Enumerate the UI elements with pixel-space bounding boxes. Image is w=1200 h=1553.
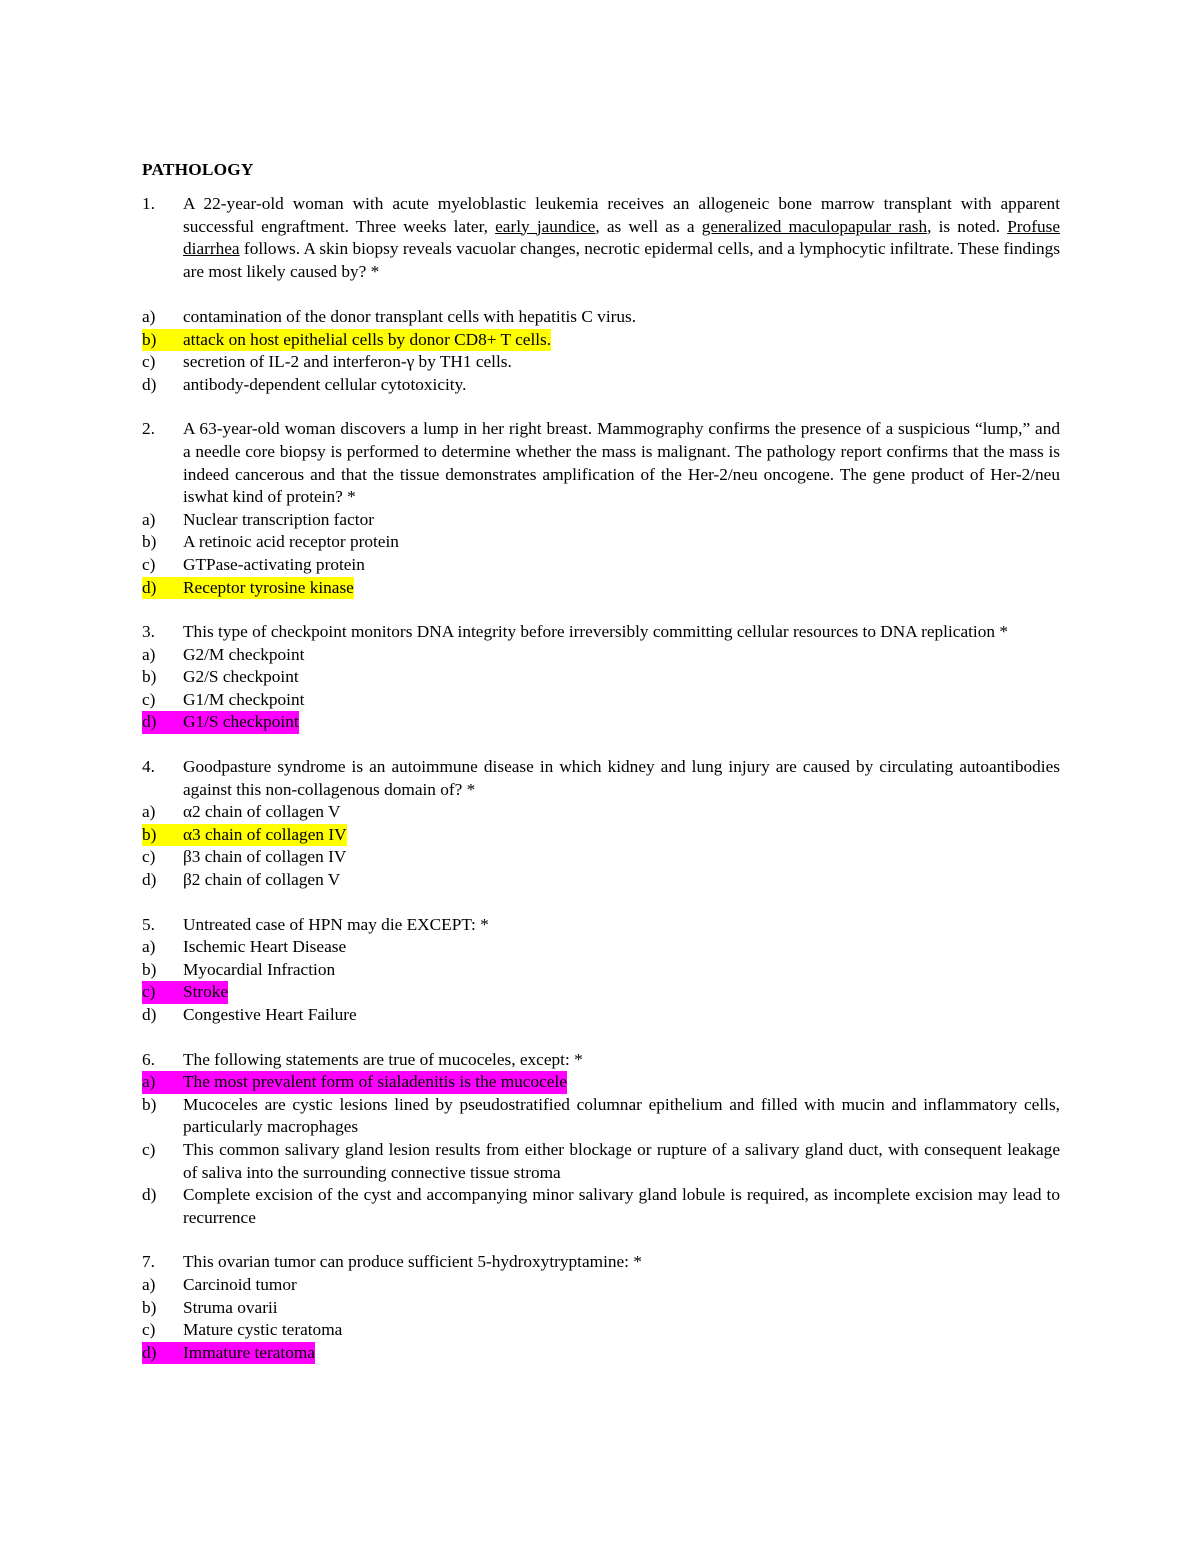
option-letter: a) — [142, 509, 156, 529]
page-title: PATHOLOGY — [142, 160, 254, 179]
option-text: Receptor tyrosine kinase — [183, 577, 354, 597]
answer-option — [142, 1184, 1060, 1229]
question-block — [142, 914, 1060, 1027]
option-text: GTPase-activating protein — [183, 554, 365, 574]
option-text: A retinoic acid receptor protein — [183, 532, 399, 552]
option-letter: c) — [142, 554, 156, 574]
option-text: β3 chain of collagen IV — [183, 847, 347, 867]
option-letter: c) — [142, 352, 156, 372]
option-text: antibody-dependent cellular cytotoxicity. — [183, 374, 467, 394]
question-block — [142, 1251, 1060, 1364]
question-text — [183, 914, 1060, 937]
option-letter: b) — [142, 1297, 157, 1317]
option-text: Complete excision of the cyst and accompanying minor salivary gland lobule is required, as incomplete excision may lead to recurrence — [183, 1185, 1060, 1227]
answer-option — [142, 869, 1060, 892]
answer-option — [142, 1094, 1060, 1139]
option-text: Immature teratoma — [183, 1342, 315, 1362]
option-letter: a) — [142, 1072, 156, 1092]
option-text: contamination of the donor transplant cells with hepatitis C virus. — [183, 306, 637, 326]
question-text-segment: Goodpasture syndrome is an autoimmune disease in which kidney and lung injury are caused by circulating autoantibodies against this non-collagenous domain of? * — [183, 757, 1060, 799]
option-text: Myocardial Infraction — [183, 959, 336, 979]
underlined-term: Profuse diarrhea — [183, 216, 1060, 259]
question-row — [142, 914, 1060, 937]
answer-option-highlighted — [142, 1071, 567, 1094]
answer-option — [142, 374, 1060, 397]
option-text: Stroke — [183, 982, 229, 1002]
underlined-term: early jaundice — [495, 216, 596, 236]
option-letter: a) — [142, 306, 156, 326]
answer-option — [142, 959, 1060, 982]
answer-option-highlighted — [142, 824, 347, 847]
option-letter: b) — [142, 532, 157, 552]
option-text: The most prevalent form of sialadenitis is the mucocele — [183, 1072, 567, 1092]
answer-option-highlighted — [142, 329, 551, 352]
answer-option — [142, 644, 1060, 667]
underlined-term: generalized maculopapular rash — [701, 216, 928, 236]
option-letter: c) — [142, 1139, 156, 1159]
answer-option — [142, 801, 1060, 824]
option-letter: d) — [142, 374, 157, 394]
answer-option — [142, 1297, 1060, 1320]
question-block — [142, 621, 1060, 734]
answer-option — [142, 306, 1060, 329]
question-number: 6. — [142, 1049, 155, 1069]
option-letter: a) — [142, 937, 156, 957]
option-letter: d) — [142, 1185, 157, 1205]
option-letter: d) — [142, 577, 157, 597]
option-text: G1/M checkpoint — [183, 689, 305, 709]
option-text: Ischemic Heart Disease — [183, 937, 347, 957]
answer-option — [142, 531, 1060, 554]
option-letter: d) — [142, 870, 157, 890]
question-text — [183, 621, 1060, 644]
answer-option — [142, 1319, 1060, 1342]
option-letter: b) — [142, 959, 157, 979]
question-block — [142, 193, 1060, 396]
option-text: Mucoceles are cystic lesions lined by pseudostratified columnar epithelium and filled with mucin and inflammatory cells, particularly macrophages — [183, 1094, 1060, 1137]
answer-option — [142, 509, 1060, 532]
option-text: This common salivary gland lesion results from either blockage or rupture of a salivary gland duct, with consequent leakage of saliva into the surrounding connective tissue stroma — [183, 1139, 1060, 1182]
option-letter: d) — [142, 712, 157, 732]
question-text-segment: This ovarian tumor can produce sufficient 5-hydroxytryptamine: * — [183, 1252, 642, 1272]
question-block — [142, 418, 1060, 599]
answer-option — [142, 1139, 1060, 1184]
option-text: Nuclear transcription factor — [183, 509, 374, 529]
option-letter: c) — [142, 689, 156, 709]
question-number: 7. — [142, 1252, 155, 1272]
option-text: Mature cystic teratoma — [183, 1320, 343, 1340]
option-letter: c) — [142, 847, 156, 867]
option-letter: b) — [142, 1094, 157, 1114]
question-text-segment: A 63-year-old woman discovers a lump in her right breast. Mammography confirms the presence of a suspicious “lump,” and a needle core biopsy is performed to determine whether the mass is malignant. The pathology report confirms that the mass is indeed cancerous and that the tissue demonstrates amplification of the Her-2/neu oncogene. The gene product of Her-2/neu iswhat kind of protein? * — [183, 419, 1060, 507]
question-row — [142, 1049, 1060, 1072]
document-page — [142, 158, 1060, 1386]
option-text: G1/S checkpoint — [183, 712, 299, 732]
option-text: α3 chain of collagen IV — [183, 824, 347, 844]
question-block — [142, 1049, 1060, 1230]
question-number: 4. — [142, 757, 155, 777]
question-text-segment: , is noted. — [927, 216, 1008, 236]
option-letter: d) — [142, 1005, 157, 1024]
option-text: α2 chain of collagen V — [183, 802, 341, 822]
question-row — [142, 1251, 1060, 1274]
spacer — [142, 283, 1060, 306]
question-row — [142, 621, 1060, 644]
question-block — [142, 756, 1060, 892]
answer-option-highlighted — [142, 711, 299, 734]
option-text: attack on host epithelial cells by donor CD8+ T cells. — [183, 329, 552, 349]
option-letter: b) — [142, 329, 157, 349]
option-text: G2/S checkpoint — [183, 667, 299, 687]
answer-option-highlighted — [142, 981, 228, 1004]
option-text: Congestive Heart Failure — [183, 1005, 357, 1024]
answer-option — [142, 936, 1060, 959]
answer-option — [142, 1004, 1060, 1027]
answer-option — [142, 351, 1060, 374]
question-text-segment: This type of checkpoint monitors DNA integrity before irreversibly committing cellular resources to DNA replication * — [183, 622, 1008, 642]
option-text: β2 chain of collagen V — [183, 870, 341, 890]
option-letter: b) — [142, 667, 157, 687]
question-number: 3. — [142, 622, 155, 642]
question-text — [183, 418, 1060, 508]
question-text — [183, 1251, 1060, 1274]
option-letter: c) — [142, 1320, 156, 1340]
question-row — [142, 418, 1060, 508]
answer-option — [142, 666, 1060, 689]
answer-option-highlighted — [142, 1342, 315, 1365]
question-number: 1. — [142, 194, 155, 213]
question-number: 2. — [142, 419, 155, 439]
question-text-segment: A 22-year-old woman with acute myeloblastic leukemia receives an allogeneic bone marrow transplant with apparent successful engraftment. Three weeks later, — [183, 194, 1060, 236]
question-number: 5. — [142, 914, 155, 934]
answer-option — [142, 846, 1060, 869]
option-text: Carcinoid tumor — [183, 1274, 297, 1294]
option-letter: a) — [142, 644, 156, 664]
question-row — [142, 193, 1060, 283]
option-text: Struma ovarii — [183, 1297, 278, 1317]
answer-option — [142, 554, 1060, 577]
option-letter: d) — [142, 1342, 157, 1362]
question-text-segment: The following statements are true of mucoceles, except: * — [183, 1049, 583, 1069]
question-text-segment: , as well as a — [595, 216, 702, 236]
question-text-segment: follows. A skin biopsy reveals vacuolar changes, necrotic epidermal cells, and a lymphocytic infiltrate. These findings are most likely caused by? * — [183, 239, 1060, 281]
option-letter: b) — [142, 824, 157, 844]
option-text: G2/M checkpoint — [183, 644, 305, 664]
question-text — [183, 1049, 1060, 1072]
question-list — [142, 193, 1060, 1364]
question-text — [183, 756, 1060, 801]
option-letter: a) — [142, 802, 156, 822]
question-row — [142, 756, 1060, 801]
answer-option — [142, 1274, 1060, 1297]
option-text: secretion of IL-2 and interferon-γ by TH1 cells. — [183, 352, 512, 372]
option-letter: c) — [142, 982, 156, 1002]
option-letter: a) — [142, 1274, 156, 1294]
answer-option-highlighted — [142, 577, 354, 600]
question-text — [183, 193, 1060, 283]
answer-option — [142, 689, 1060, 712]
question-text-segment: Untreated case of HPN may die EXCEPT: * — [183, 914, 489, 934]
